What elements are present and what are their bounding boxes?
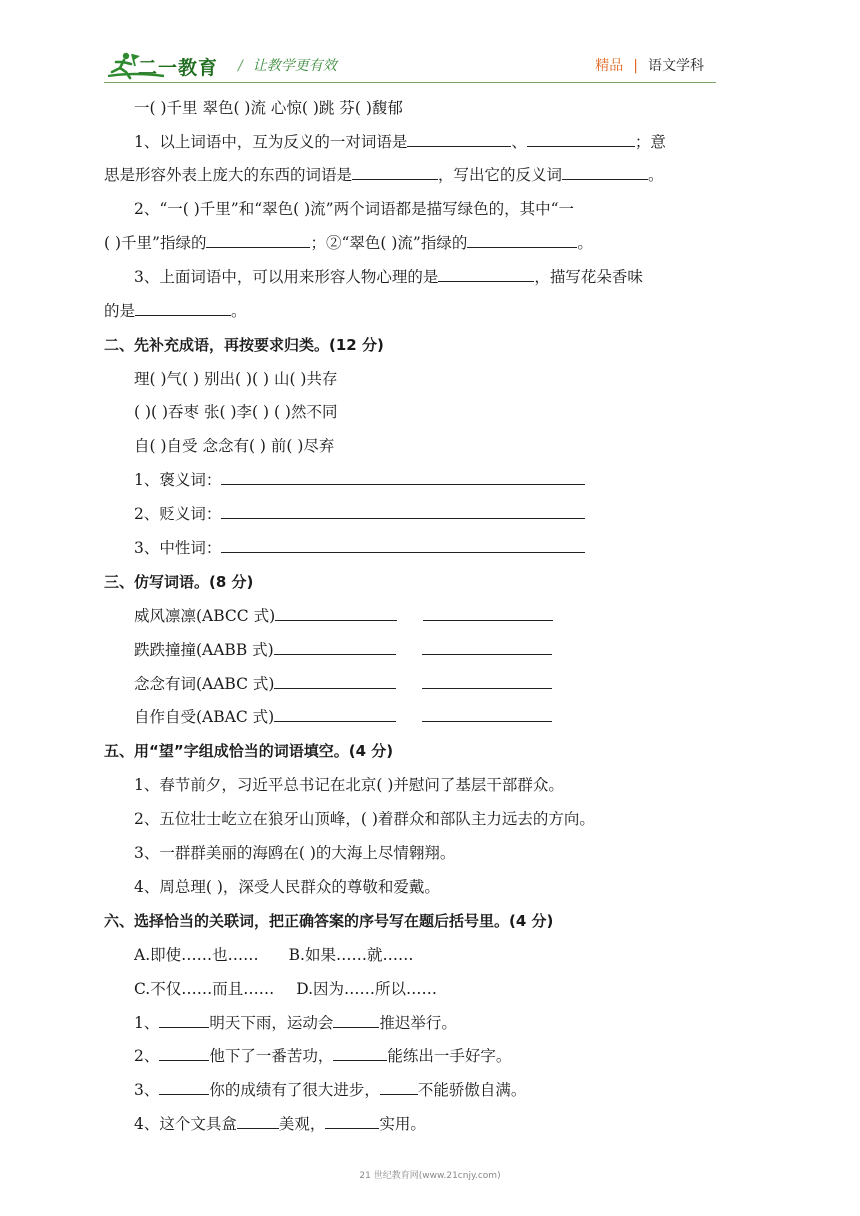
q2-text: ( )千里”指绿的 [104, 234, 207, 252]
q3-text3: 的是 [104, 302, 136, 320]
category-label: 2、贬义词： [134, 505, 222, 523]
answer-blank[interactable] [206, 231, 310, 248]
q3-line2 [104, 299, 247, 323]
logo-text: 二一教育 [138, 57, 219, 79]
option-a: A.即使……也…… [134, 946, 259, 964]
question-number: 3、 [134, 1081, 160, 1099]
section-5-title: 五、用“望”字组成恰当的词语填空。(4 分) [104, 742, 394, 760]
q1-end: 。 [648, 166, 664, 184]
q1-text: 1、以上词语中，互为反义的一对词语是 [134, 133, 408, 151]
answer-blank[interactable] [325, 1112, 379, 1129]
pattern-example: 念念有词(AABC 式) [134, 675, 275, 693]
answer-blank[interactable] [380, 1078, 418, 1095]
idiom-row: 一( )千里 翠色( )流 心惊( )跳 芬( )馥郁 [134, 99, 403, 117]
tag-separator: | [633, 58, 638, 74]
category-neutral [134, 536, 585, 560]
answer-blank[interactable] [237, 1112, 279, 1129]
answer-blank[interactable] [135, 299, 231, 316]
answer-blank[interactable] [159, 1078, 209, 1095]
page-header [0, 0, 860, 92]
answer-blank[interactable] [274, 672, 396, 689]
option-b: B.如果……就…… [288, 946, 414, 964]
option-d: D.因为……所以…… [296, 980, 438, 998]
section-3-title: 三、仿写词语。(8 分) [104, 573, 254, 591]
answer-blank[interactable] [422, 672, 552, 689]
pattern-row [134, 638, 552, 662]
quality-tag: 精品 [595, 58, 624, 74]
answer-blank[interactable] [527, 130, 635, 147]
q3-end: 。 [231, 302, 247, 320]
header-tag [595, 55, 704, 75]
subject-tag: 语文学科 [648, 58, 704, 74]
answer-blank[interactable] [422, 638, 552, 655]
question-line [134, 1112, 426, 1136]
question-number: 2、 [134, 1047, 160, 1065]
question-line: 3、一群群美丽的海鸥在( )的大海上尽情翱翔。 [134, 844, 456, 862]
pattern-example: 自作自受(ABAC 式) [134, 708, 275, 726]
q2-text2: ；②“翠色( )流”指绿的 [310, 234, 468, 252]
answer-blank[interactable] [333, 1044, 387, 1061]
q1-text2: 思是形容外表上庞大的东西的词语是 [104, 166, 353, 184]
question-text: 不能骄傲自满。 [417, 1081, 527, 1099]
category-label: 1、褒义词： [134, 471, 222, 489]
answer-blank[interactable] [274, 638, 396, 655]
answer-blank[interactable] [221, 468, 585, 485]
question-text: 明天下雨，运动会 [209, 1014, 334, 1032]
q3-text2: ，描写花朵香味 [534, 268, 643, 286]
q3-text: 3、上面词语中，可以用来形容人物心理的是 [134, 268, 439, 286]
option-c: C.不仅……而且…… [134, 980, 275, 998]
question-line: 4、周总理( )，深受人民群众的尊敬和爱戴。 [134, 878, 440, 896]
idiom-row: 自( )自受 念念有( ) 前( )尽弃 [134, 437, 335, 455]
answer-blank[interactable] [562, 163, 648, 180]
answer-blank[interactable] [422, 705, 552, 722]
pattern-row [134, 672, 552, 696]
idiom-row: ( )( )吞枣 张( )李( ) ( )然不同 [134, 403, 338, 421]
slogan-text: 让教学更有效 [252, 58, 337, 74]
answer-blank[interactable] [352, 163, 438, 180]
slogan [238, 55, 337, 75]
pattern-row [134, 705, 552, 729]
option-row [134, 977, 437, 1001]
q1-text3: ，写出它的反义词 [438, 166, 563, 184]
answer-blank[interactable] [221, 502, 585, 519]
q2-line2 [104, 231, 593, 255]
answer-blank[interactable] [423, 604, 553, 621]
question-text: 他下了一番苦功， [209, 1047, 334, 1065]
header-divider [104, 82, 716, 83]
pattern-example: 跌跌撞撞(AABB 式) [134, 641, 274, 659]
answer-blank[interactable] [275, 604, 397, 621]
question-line: 1、春节前夕，习近平总书记在北京( )并慰问了基层干部群众。 [134, 776, 564, 794]
slash-divider: / [238, 58, 243, 74]
idiom-row: 理( )气( ) 别出( )( ) 山( )共存 [134, 370, 338, 388]
answer-blank[interactable] [274, 705, 396, 722]
category-commendatory [134, 468, 585, 492]
question-line: 2、五位壮士屹立在狼牙山顶峰，( )着群众和部队主力远去的方向。 [134, 810, 595, 828]
answer-blank[interactable] [333, 1011, 379, 1028]
q1-sep: 、 [511, 133, 527, 151]
pattern-row [134, 604, 553, 628]
question-number: 1、 [134, 1014, 160, 1032]
option-row [134, 943, 413, 967]
question-text: 推迟举行。 [379, 1014, 457, 1032]
question-text: 实用。 [379, 1115, 426, 1133]
q2-line1: 2、“一( )千里”和“翠色( )流”两个词语都是描写绿色的，其中“一 [134, 200, 575, 218]
question-line [134, 1011, 457, 1035]
answer-blank[interactable] [159, 1044, 209, 1061]
answer-blank[interactable] [467, 231, 577, 248]
q1-line2 [104, 163, 664, 187]
question-text: 你的成绩有了很大进步， [209, 1081, 380, 1099]
section-2-title: 二、先补充成语，再按要求归类。(12 分) [104, 336, 384, 354]
question-text: 美观， [278, 1115, 326, 1133]
answer-blank[interactable] [407, 130, 511, 147]
q1-line1 [134, 130, 666, 154]
question-text: 4、这个文具盒 [134, 1115, 237, 1133]
answer-blank[interactable] [438, 265, 534, 282]
question-text: 能练出一手好字。 [387, 1047, 512, 1065]
question-line [134, 1044, 511, 1068]
answer-blank[interactable] [221, 536, 585, 553]
q3-line1 [134, 265, 643, 289]
category-derogatory [134, 502, 585, 526]
page-footer: 21 世纪教育网(www.21cnjy.com) [359, 1171, 501, 1181]
q1-tail: ；意 [634, 133, 666, 151]
q2-end: 。 [577, 234, 593, 252]
section-6-title: 六、选择恰当的关联词，把正确答案的序号写在题后括号里。(4 分) [104, 912, 554, 930]
answer-blank[interactable] [159, 1011, 209, 1028]
question-line [134, 1078, 526, 1102]
category-label: 3、中性词： [134, 539, 222, 557]
pattern-example: 威风凛凛(ABCC 式) [134, 607, 276, 625]
